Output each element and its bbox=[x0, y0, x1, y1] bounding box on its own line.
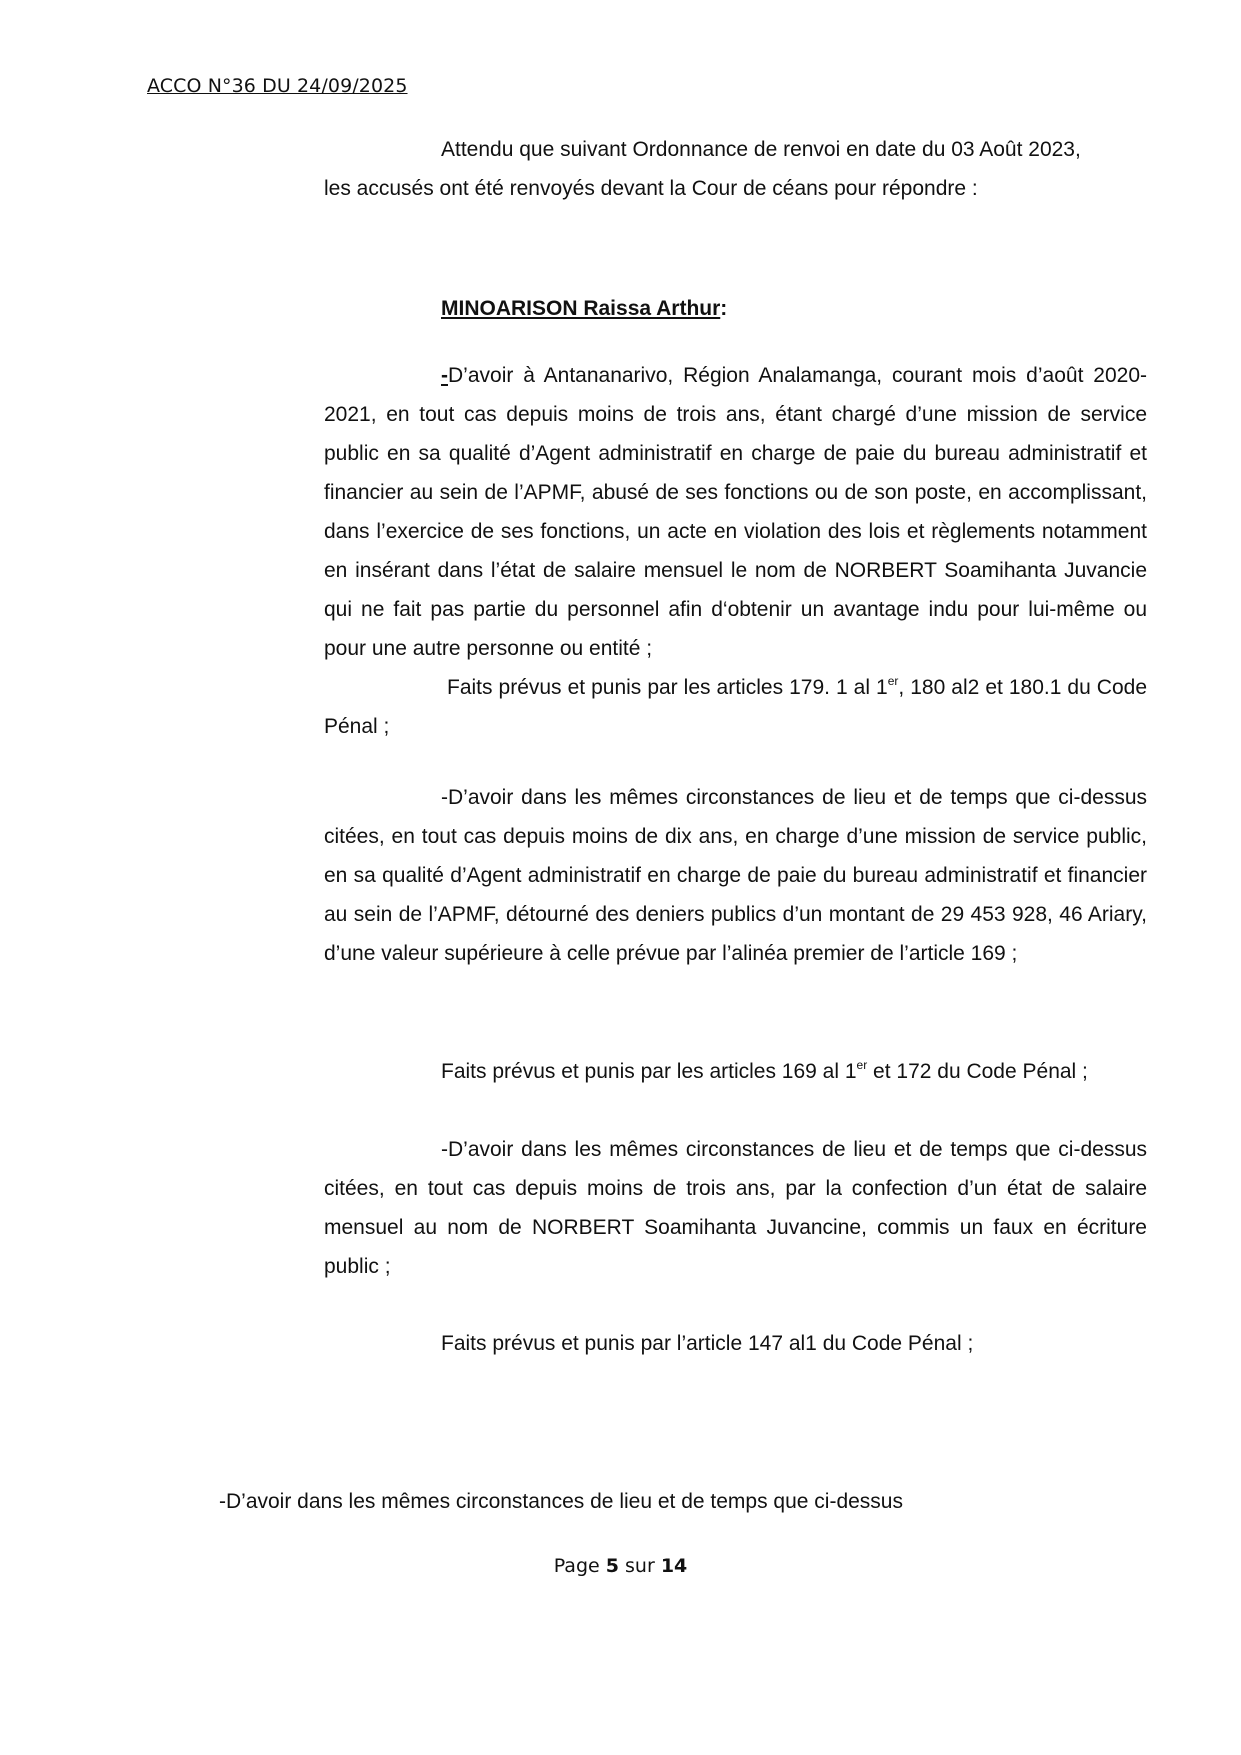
charge-1-articles bbox=[324, 668, 1147, 746]
accused-name: MINOARISON Raissa Arthur bbox=[441, 297, 721, 320]
charge-3-text: -D’avoir dans les mêmes circonstances de lieu et de temps que ci-dessus citées, en tout cas depuis moins de trois ans, par la confection d’un état de salaire mensuel au nom de NORBERT Soamihanta Juvancine, commis un faux en écriture public ; bbox=[324, 1138, 1147, 1278]
charge-2-text: -D’avoir dans les mêmes circonstances de lieu et de temps que ci-dessus citées, en tout cas depuis moins de dix ans, en charge d’une mission de service public, en sa qualité d’Agent administratif en charge de paie du bureau administratif et financier au sein de l’APMF, détourné des deniers publics d’un montant de 29 453 928, 46 Ariary, d’une valeur supérieure à celle prévue par l’alinéa premier de l’article 169 ; bbox=[324, 786, 1147, 965]
intro-paragraph bbox=[324, 130, 1147, 208]
charge-3-articles: Faits prévus et punis par l’article 147 al1 du Code Pénal ; bbox=[441, 1332, 974, 1355]
accused-name-colon: : bbox=[720, 297, 728, 320]
charge-1-dash: - bbox=[441, 364, 448, 387]
intro-line-1: Attendu que suivant Ordonnance de renvoi en date du 03 Août 2023, bbox=[441, 138, 1081, 161]
intro-line-2: les accusés ont été renvoyés devant la Cour de céans pour répondre : bbox=[324, 177, 978, 200]
charge-1-articles-sup: er bbox=[887, 674, 899, 688]
charge-2-articles-text: Faits prévus et punis par les articles 169 al 1 bbox=[441, 1060, 857, 1083]
current-page: 5 bbox=[605, 1555, 619, 1577]
page-prefix: Page bbox=[553, 1555, 606, 1577]
page-sur: sur bbox=[618, 1555, 661, 1577]
charge-1-body: D’avoir à Antananarivo, Région Analamanga, courant mois d’août 2020- 2021, en tout cas depuis moins de trois ans, étant chargé d’une mission de service public en sa qualité d’Agent administratif en charge de paie du bureau administratif et financier au sein de l’APMF, abusé de ses fonctions ou de son poste, en accomplissant, dans l’exercice de ses fonctions, un acte en violation des lois et règlements notamment en insérant dans l’état de salaire mensuel le nom de NORBERT Soamihanta Juvancie qui ne fait pas partie du personnel afin d‘obtenir un avantage indu pour lui-même ou pour une autre personne ou entité ; bbox=[324, 364, 1147, 660]
charge-3-paragraph bbox=[324, 1130, 1147, 1286]
charge-2-articles-sup: er bbox=[856, 1058, 868, 1072]
trailing-charge-line: -D’avoir dans les mêmes circonstances de lieu et de temps que ci-dessus bbox=[219, 1490, 903, 1513]
charge-2-articles bbox=[441, 1052, 1088, 1091]
charge-1-text bbox=[324, 356, 1147, 668]
accused-name-heading bbox=[441, 289, 727, 328]
page-number bbox=[0, 1555, 1241, 1577]
charge-1-articles-text: Faits prévus et punis par les articles 179. 1 al 1 bbox=[447, 676, 888, 699]
charge-1-paragraph bbox=[324, 356, 1147, 746]
total-pages: 14 bbox=[660, 1555, 688, 1577]
charge-2-paragraph bbox=[324, 778, 1147, 973]
charge-1-articles-end: , 180 al2 et 180.1 du Code Pénal ; bbox=[324, 676, 1148, 738]
document-reference: ACCO N°36 DU 24/09/2025 bbox=[147, 75, 408, 97]
charge-2-articles-end: et 172 du Code Pénal ; bbox=[867, 1060, 1088, 1083]
